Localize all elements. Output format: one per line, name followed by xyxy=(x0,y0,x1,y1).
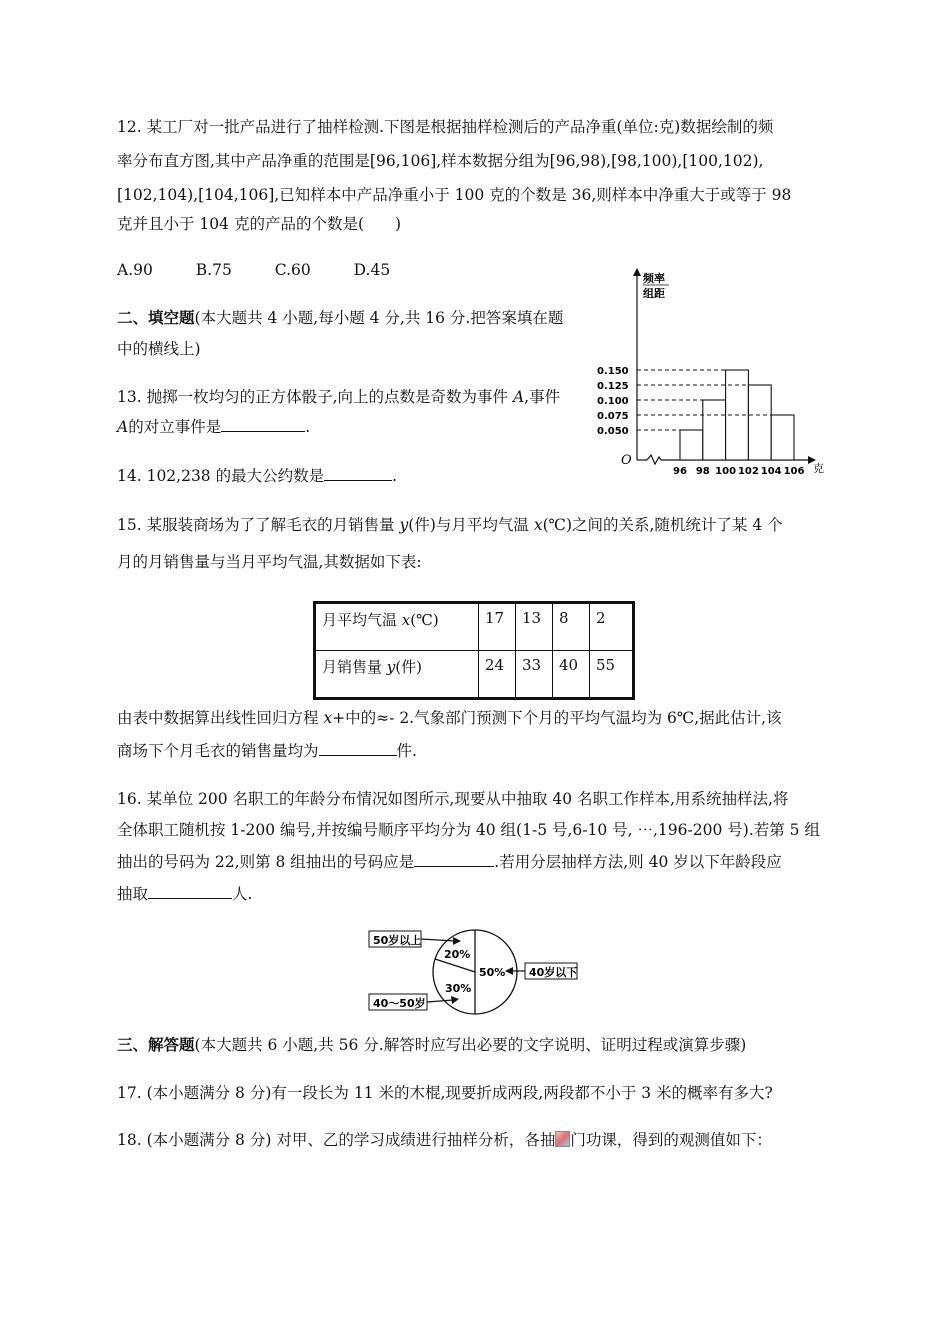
q15-after-e: 件. xyxy=(396,742,417,760)
q16-text-d: 人. xyxy=(232,885,253,903)
q14-line xyxy=(117,466,397,486)
q16-text-b: .若用分层抽样方法,则 40 岁以下年龄段应 xyxy=(494,853,782,871)
q15-data-table xyxy=(313,601,635,700)
q15-after-d: 商场下个月毛衣的销售量均为 xyxy=(117,742,319,760)
row2-var-y: y xyxy=(386,658,396,676)
q15-after-a: 由表中数据算出线性回归方程 xyxy=(117,709,324,727)
option-c: C.60 xyxy=(274,261,311,279)
q15-var-x: x xyxy=(533,516,543,534)
table-cell: 55 xyxy=(590,651,634,699)
table-cell: 17 xyxy=(479,603,516,651)
q14-answer-blank[interactable] xyxy=(324,466,392,481)
broken-image-icon xyxy=(555,1131,570,1147)
section2-desc-2: 中的横线上) xyxy=(117,340,201,358)
option-d: D.45 xyxy=(353,261,391,279)
row1-label-a: 月平均气温 xyxy=(322,611,402,629)
q13-line-1 xyxy=(117,387,560,407)
pie-label-mid: 40～50岁 xyxy=(373,997,426,1010)
q13-answer-blank[interactable] xyxy=(221,417,305,432)
q15-after-2 xyxy=(117,741,417,761)
q16-line-3 xyxy=(117,852,782,872)
y-label-top: 频率 xyxy=(643,272,665,285)
q16-text-c: 抽取 xyxy=(117,885,149,903)
row1-label-b: (℃) xyxy=(410,611,439,629)
q15-after-c: 中的≈- 2.气象部门预测下个月的平均气温均为 6℃,据此估计,该 xyxy=(345,709,782,727)
q13-event-a-2: A xyxy=(117,418,129,436)
q12-line-2: 率分布直方图,其中产品净重的范围是[96,106],样本数据分组为[96,98),[98,100),[100,102), xyxy=(117,152,764,170)
q16-line-4 xyxy=(117,884,252,904)
table-cell: 40 xyxy=(553,651,590,699)
section2-desc-1: (本大题共 4 小题,每小题 4 分,共 16 分.把答案填在题 xyxy=(194,309,564,327)
section3-heading: 三、解答题 xyxy=(117,1035,195,1054)
q15-after-1 xyxy=(117,708,782,728)
y-tick-label: 0.100 xyxy=(597,396,629,407)
row2-label-a: 月销售量 xyxy=(322,658,387,676)
q13-text-a: 13. 抛掷一枚均匀的正方体骰子,向上的点数是奇数为事件 xyxy=(117,388,513,406)
q15-answer-blank[interactable] xyxy=(319,741,397,756)
q13-line-2 xyxy=(117,417,310,437)
table-cell: 8 xyxy=(553,603,590,651)
q15-line-2: 月的月销售量与当月平均气温,其数据如下表: xyxy=(117,553,422,571)
x-tick-label: 104 xyxy=(760,466,782,477)
q12-line-1: 12. 某工厂对一批产品进行了抽样检测.下图是根据抽样检测后的产品净重(单位:克)数据绘制的频 xyxy=(117,118,774,136)
q15-line-1 xyxy=(117,515,783,535)
section2-heading: 二、填空题 xyxy=(117,308,195,327)
pie-label-right: 40岁以下 xyxy=(529,966,578,979)
q12-line-3: [102,104),[104,106],已知样本中产品净重小于 100 克的个数是 36,则样本中净重大于或等于 98 xyxy=(117,186,792,204)
section3-desc: (本大题共 6 小题,共 56 分.解答时应写出必要的文字说明、证明过程或演算步骤) xyxy=(194,1036,747,1054)
section3-line xyxy=(117,1035,746,1055)
x-tick-label: 106 xyxy=(783,466,805,477)
pie-pct-20: 20% xyxy=(444,948,471,961)
table-row-label xyxy=(315,651,479,699)
histogram-chart xyxy=(595,262,835,477)
pie-label-top: 50岁以上 xyxy=(373,934,422,947)
q14-end: . xyxy=(392,467,398,485)
row1-var-x: x xyxy=(401,611,411,629)
histogram-bar xyxy=(680,430,703,460)
q15-text-a: 15. 某服装商场为了了解毛衣的月销售量 xyxy=(117,516,400,534)
x-tick-label: 100 xyxy=(715,466,737,477)
table-row-label xyxy=(315,603,479,651)
q16-answer-blank-2[interactable] xyxy=(148,884,232,899)
q12-options xyxy=(117,260,390,280)
q17-line: 17. (本小题满分 8 分)有一段长为 11 米的木棍,现要折成两段,两段都不小于 3 米的概率有多大? xyxy=(117,1084,773,1102)
q15-text-c: (℃)之间的关系,随机统计了某 4 个 xyxy=(542,516,783,534)
table-row xyxy=(315,651,634,699)
x-tick-label: 96 xyxy=(673,466,687,477)
q15-text-b: (件)与月平均气温 xyxy=(408,516,534,534)
x-tick-label: 102 xyxy=(737,466,759,477)
x-unit-label: 克 xyxy=(813,462,824,475)
axis-break xyxy=(647,455,661,464)
x-tick-label: 98 xyxy=(695,466,710,477)
q14-text: 14. 102,238 的最大公约数是 xyxy=(117,467,325,485)
q15-after-b: x+ xyxy=(323,709,346,727)
q13-text-c: 的对立事件是 xyxy=(128,418,222,436)
table-cell: 33 xyxy=(516,651,553,699)
y-tick-label: 0.125 xyxy=(597,381,629,392)
table-cell: 13 xyxy=(516,603,553,651)
q13-end: . xyxy=(305,418,311,436)
q18-text-a: 18. (本小题满分 8 分) 对甲、乙的学习成绩进行抽样分析，各抽 xyxy=(117,1131,556,1149)
pie-pct-50: 50% xyxy=(479,966,506,979)
row2-label-b: (件) xyxy=(395,658,422,676)
q15-var-y: y xyxy=(399,516,409,534)
origin-label: O xyxy=(621,453,632,468)
q16-answer-blank-1[interactable] xyxy=(414,852,494,867)
y-tick-label: 0.050 xyxy=(597,426,629,437)
table-cell: 24 xyxy=(479,651,516,699)
q16-line-2: 全体职工随机按 1-200 编号,并按编号顺序平均分为 40 组(1-5 号,6-10 号, ⋯,196-200 号).若第 5 组 xyxy=(117,821,820,839)
option-a: A.90 xyxy=(117,261,153,279)
histogram-bar xyxy=(771,415,794,460)
histogram-bar xyxy=(703,400,726,460)
section2-line-1 xyxy=(117,308,563,328)
option-b: B.75 xyxy=(195,261,232,279)
y-tick-label: 0.150 xyxy=(597,366,629,377)
table-row xyxy=(315,603,634,651)
histogram-bar xyxy=(748,385,771,460)
q12-line-4: 克并且小于 104 克的产品的个数是( ) xyxy=(117,215,402,233)
y-axis-arrow xyxy=(633,268,641,276)
table-cell: 2 xyxy=(590,603,634,651)
y-tick-label: 0.075 xyxy=(597,411,629,422)
pie-pct-30: 30% xyxy=(445,982,472,995)
q16-line-1: 16. 某单位 200 名职工的年龄分布情况如图所示,现要从中抽取 40 名职工作样本,用系统抽样法,将 xyxy=(117,790,789,808)
q13-event-a: A xyxy=(512,388,525,406)
q18-text-b: 门功课，得到的观测值如下： xyxy=(570,1131,772,1149)
y-label-bottom: 组距 xyxy=(643,287,665,300)
q18-line xyxy=(117,1130,772,1150)
q13-text-b: ,事件 xyxy=(524,388,561,406)
q16-text-a: 抽出的号码为 22,则第 8 组抽出的号码应是 xyxy=(117,853,415,871)
age-pie-chart xyxy=(365,925,585,1020)
